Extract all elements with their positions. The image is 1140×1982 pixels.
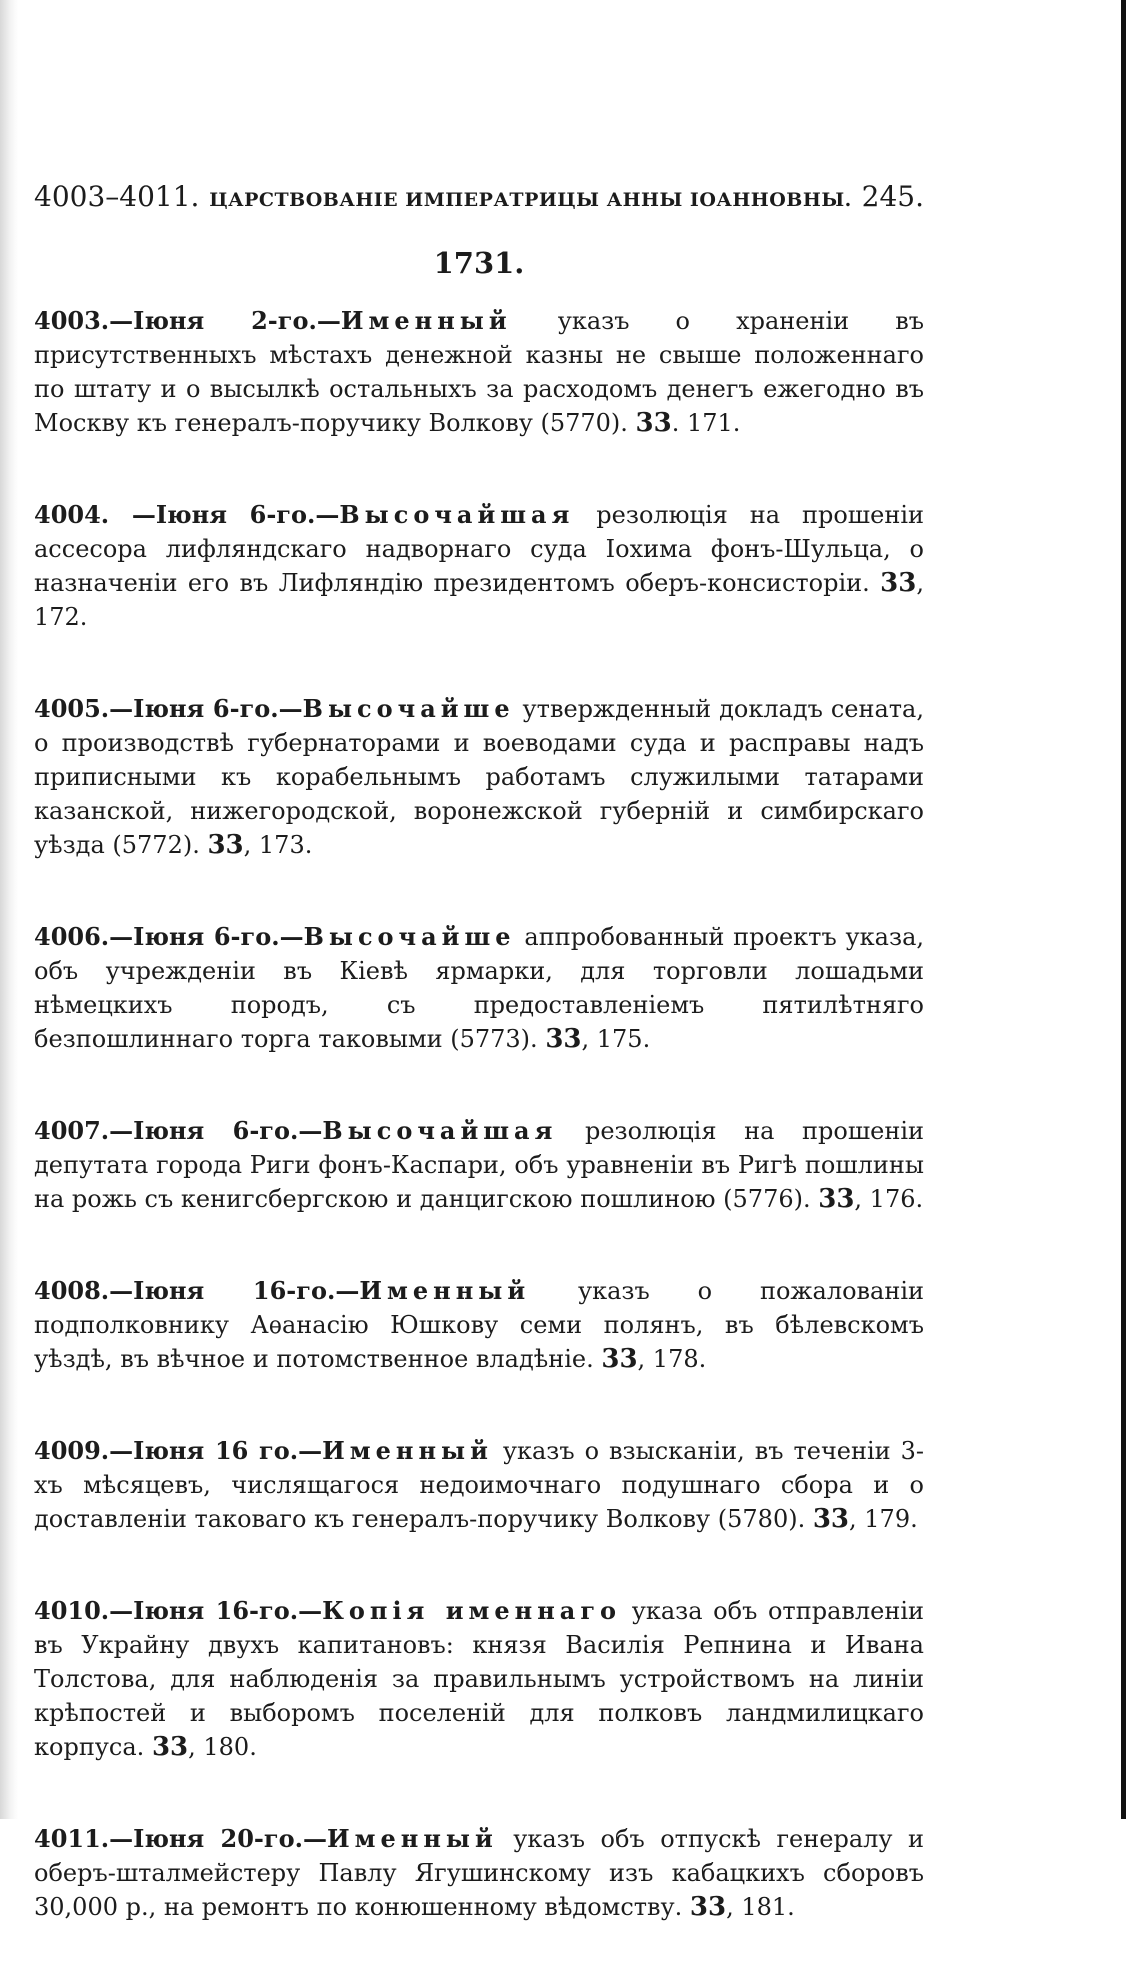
entry-volume: 33 <box>151 1732 189 1762</box>
entry-kind: Именный <box>326 1824 498 1853</box>
entry-page: , 173. <box>243 831 313 859</box>
entry-date: —Іюня 20-го.— <box>109 1824 327 1853</box>
entry <box>34 1594 924 1764</box>
entry-kind: Высочайше <box>303 922 516 951</box>
entry-text: резолюція на прошеніи ассесора лифляндскаго надворнаго суда Іохима фонъ-Шульца, о назначеніи его въ Лифляндію президентомъ оберъ-консисторіи. <box>34 501 924 597</box>
entry-volume: 33 <box>812 1504 850 1534</box>
entry-number: 4003. <box>34 306 110 335</box>
entry-text: указа объ отправленіи въ Украйну двухъ капитановъ: князя Василія Репнина и Ивана Толстова, для наблюденія за правильнымъ устройствомъ на линіи крѣпостей и выборомъ поселеній для полковъ ландмилицкаго корпуса. <box>34 1597 924 1761</box>
entry-kind: Именный <box>340 306 512 335</box>
entry-number: 4004. <box>34 500 110 529</box>
entry-text: резолюція на прошеніи депутата города Риги фонъ-Каспари, объ уравненіи въ Ригѣ пошлины на рожь съ кенигсбергскою и данцигскою пошлиною (5776). <box>34 1117 924 1213</box>
entry-page: , 176. <box>854 1185 924 1213</box>
entry-page: , 180. <box>188 1733 257 1761</box>
entry-number: 4010. <box>34 1596 110 1625</box>
entry-number: 4008. <box>34 1276 110 1305</box>
entry-text: указъ о храненіи въ присутственныхъ мѣстахъ денежной казны не свыше положеннаго по штату и о высылкѣ остальныхъ за расходомъ денегъ ежегодно въ Москву къ генералъ-поручику Волкову (5770). <box>34 307 925 437</box>
year-heading: 1731. <box>433 246 525 280</box>
entry-volume: 33 <box>880 568 917 598</box>
page-edge-shadow <box>0 0 18 1819</box>
entry-date: —Іюня 6-го.— <box>109 500 340 529</box>
entries-list <box>34 304 924 1924</box>
entry-page: , 179. <box>849 1505 918 1533</box>
entry-text: аппробованный проектъ указа, объ учрежденіи въ Кіевѣ ярмарки, для торговли лошадьми нѣмецкихъ породъ, съ предоставленіемъ пятилѣтняго безпошлиннаго торга таковыми (5773). <box>34 923 925 1053</box>
entry <box>34 692 924 862</box>
entry-number: 4007. <box>34 1116 110 1145</box>
entry-volume: 33 <box>635 408 672 438</box>
entry-date: —Іюня 6-го.— <box>109 922 304 951</box>
entry-page: , 172. <box>34 569 924 631</box>
entry <box>34 498 924 634</box>
entry-text: указъ о пожалованіи подполковнику Аѳанасію Юшкову семи полянъ, въ бѣлевскомъ уѣздѣ, въ вѣчное и потомственное владѣніе. <box>34 1277 925 1373</box>
entry-date: —Іюня 6-го.— <box>109 694 303 723</box>
entry <box>34 1434 924 1536</box>
entry-page: , 175. <box>581 1025 651 1053</box>
entry-volume: 33 <box>818 1184 855 1214</box>
entry-date: —Іюня 16 го.— <box>109 1436 323 1465</box>
entry-date: —Іюня 16-го.— <box>109 1596 323 1625</box>
entry-volume: 33 <box>601 1344 638 1374</box>
entry <box>34 1274 924 1376</box>
entry-number: 4009. <box>34 1436 110 1465</box>
entry-range: 4003–4011. <box>34 180 200 213</box>
entry-kind: Высочайшая <box>339 500 575 529</box>
entry-text: указъ объ отпускѣ генералу и оберъ-шталмейстеру Павлу Ягушинскому изъ кабацкихъ сборовъ 30,000 р., на ремонтъ по конюшенному вѣдомству. <box>34 1825 924 1921</box>
entry-page: . 171. <box>671 409 741 437</box>
entry <box>34 304 924 440</box>
entry-volume: 33 <box>545 1024 582 1054</box>
entry <box>34 1822 924 1924</box>
entry-volume: 33 <box>689 1892 727 1922</box>
header-title: ЦАРСТВОВАНІЕ ИМПЕРАТРИЦЫ АННЫ ІОАННОВНЫ. <box>209 189 852 211</box>
entry-text: утвержденный докладъ сената, о производствѣ губернаторами и воеводами суда и расправы надъ приписными къ корабельнымъ работамъ служилыми татарами казанской, нижегородской, воронежской губерній и симбирскаго уѣзда (5772). <box>34 695 924 859</box>
entry-text: указъ о взысканіи, въ теченіи 3-хъ мѣсяцевъ, числящагося недоимочнаго подушнаго сбора и о доставленіи таковаго къ генералъ-поручику Волкову (5780). <box>34 1437 925 1533</box>
page-number: 245. <box>861 180 924 213</box>
entry-page: , 178. <box>637 1345 707 1373</box>
entry <box>34 920 924 1056</box>
entry-page: , 181. <box>726 1893 795 1921</box>
running-header <box>34 180 924 224</box>
entry-number: 4005. <box>34 694 110 723</box>
entry-volume: 33 <box>207 830 244 860</box>
entry-kind: Высочайше <box>302 694 515 723</box>
document-page <box>34 180 924 1982</box>
entry-kind: Высочайшая <box>322 1116 558 1145</box>
entry <box>34 1114 924 1216</box>
entry-date: —Іюня 6-го.— <box>109 1116 323 1145</box>
entry-date: —Іюня 2-го.— <box>109 306 341 335</box>
entry-kind: Именный <box>322 1436 493 1465</box>
entry-number: 4011. <box>34 1824 110 1853</box>
entry-kind: Именный <box>359 1276 531 1305</box>
entry-date: —Іюня 16-го.— <box>109 1276 360 1305</box>
entry-kind: Копія именнаго <box>322 1596 622 1625</box>
entry-number: 4006. <box>34 922 110 951</box>
page-edge-bar <box>1121 0 1126 1819</box>
